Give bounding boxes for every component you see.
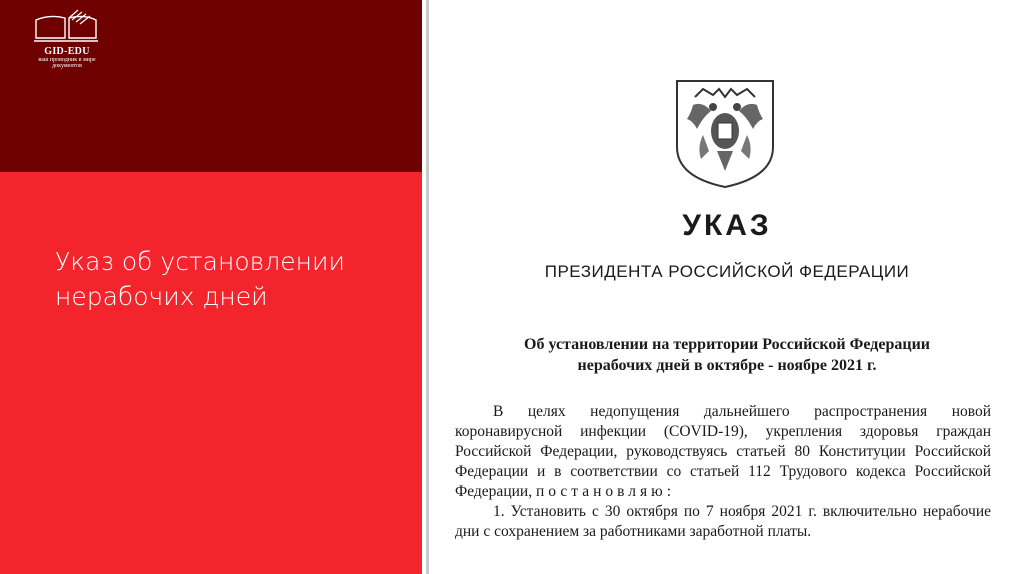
decree-paragraph-1-text: В целях недопущения дальнейшего распространения новой коронавирусной инфекции (COVID-19), укрепления здоровья граждан Российской Федерации, руководствуясь статьей 80 Конституции Российской Федерации и в соответствии со статьей 112 Трудового кодекса Российской Федерации,: [455, 403, 991, 500]
logo-tagline-line2: документов: [52, 63, 82, 69]
logo-name: GID-EDU: [44, 46, 90, 57]
logo-tagline: [22, 57, 112, 69]
decree-subject: [430, 334, 1024, 376]
decree-paragraph-2: 1. Установить с 30 октября по 7 ноября 2021 г. включительно нерабочие дни с сохранением за работниками заработной платы.: [455, 503, 991, 540]
decree-subheading: ПРЕЗИДЕНТА РОССИЙСКОЙ ФЕДЕРАЦИИ: [544, 262, 910, 281]
decree-subject-line1: Об установлении на территории Российской Федерации: [524, 336, 930, 353]
panel-divider: [426, 0, 429, 574]
header-panel: [0, 0, 422, 172]
decree-document: [430, 0, 1024, 574]
decree-subject-line2: нерабочих дней в октябре - ноябре 2021 г.: [577, 357, 877, 374]
logo: [22, 8, 112, 68]
decree-word: постановляю:: [535, 483, 676, 500]
slide-title-line1: Указ об установлении: [55, 247, 345, 276]
decree-paragraph-1: [455, 402, 991, 502]
decree-body: [455, 402, 991, 542]
decree-heading: УКАЗ: [682, 209, 772, 242]
book-logo-icon: [32, 8, 102, 44]
title-panel: [0, 172, 422, 574]
slide-title: [55, 244, 395, 314]
russian-coat-of-arms-icon: [673, 77, 777, 189]
slide-title-line2: нерабочих дней: [55, 282, 268, 311]
logo-tagline-line1: ваш проводник в мире: [38, 57, 96, 63]
